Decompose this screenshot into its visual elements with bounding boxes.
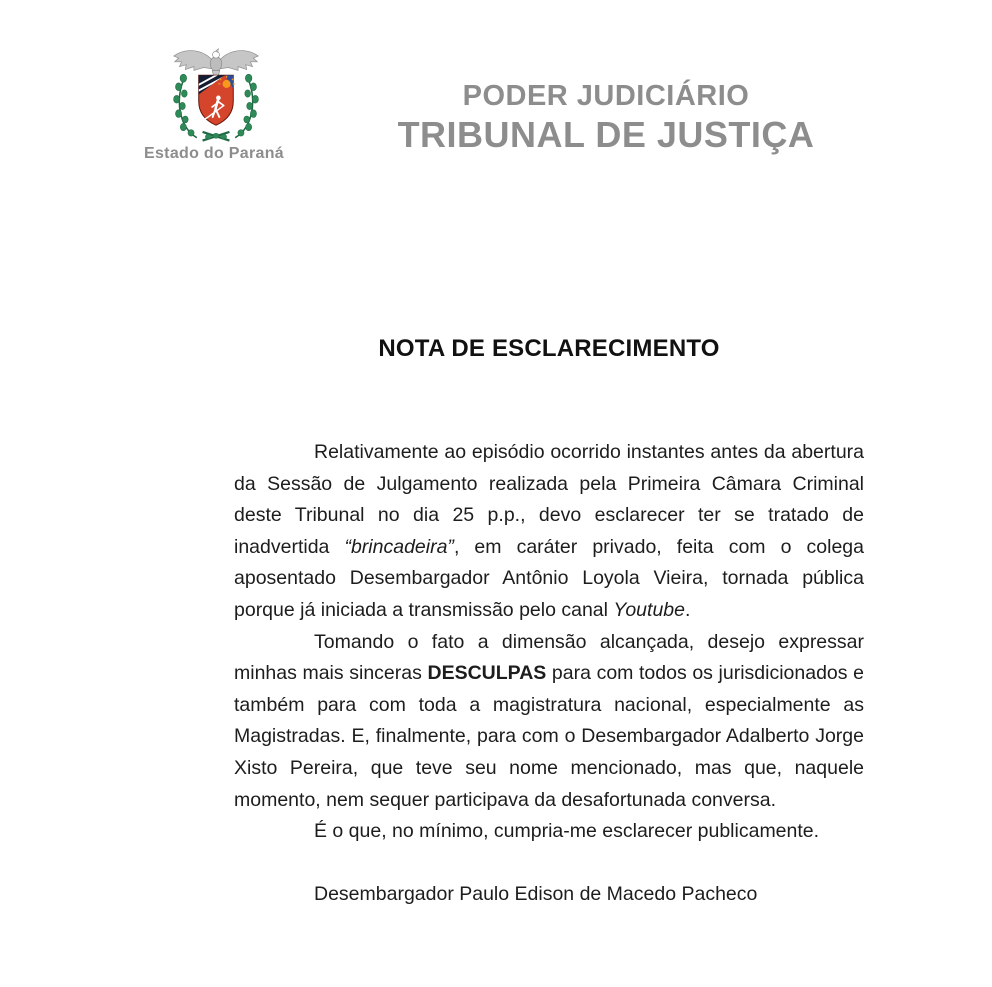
paragraph (234, 627, 864, 817)
paragraph-segment-normal: É o que, no mínimo, cumpria-me esclarecer publicamente. (314, 820, 820, 843)
paragraph-segment-normal: , em caráter privado, feita com o colega aposentado Desembargador Antônio Loyola Vieira, tornada pública porque já iniciada a transmissão pelo canal (234, 535, 864, 621)
document-content (234, 335, 864, 911)
paragraph-segment-normal: . (684, 598, 691, 621)
paragraph-segment-italic: Youtube (613, 598, 685, 621)
paragraph (234, 437, 864, 627)
letterhead-line2: TRIBUNAL DE JUSTIÇA (397, 114, 815, 155)
paragraph (234, 816, 864, 848)
paragraph-segment-bold: DESCULPAS (427, 662, 547, 685)
paragraph-segment-normal: Tomando o fato a dimensão alcançada, desejo expressar minhas mais sinceras (234, 630, 864, 685)
paragraph-segment-normal: para com todos os jurisdicionados e também para com toda a magistratura nacional, especialmente as Magistradas. E, finalmente, para com o Desembargador Adalberto Jorge Xisto Pereira, que teve seu nome mencionado, mas que, naquele momento, nem sequer participava da desafortunada conversa. (234, 662, 864, 811)
paragraph-segment-italic: “brincadeira” (344, 535, 454, 558)
emblem-caption: Estado do Paraná (144, 145, 284, 162)
parana-coat-of-arms-icon (168, 42, 264, 146)
signature-line: Desembargador Paulo Edison de Macedo Pacheco (314, 883, 758, 906)
document-title: NOTA DE ESCLARECIMENTO (378, 335, 720, 362)
paragraphs-container (234, 437, 864, 848)
paragraph-segment-normal: Relativamente ao episódio ocorrido instantes antes da abertura da Sessão de Julgamento realizada pela Primeira Câmara Criminal deste Tribunal no dia 25 p.p., devo esclarecer ter se tratado de inadvertida (234, 441, 864, 558)
letterhead-line1: PODER JUDICIÁRIO (462, 80, 750, 112)
letterhead-titles (292, 80, 920, 155)
